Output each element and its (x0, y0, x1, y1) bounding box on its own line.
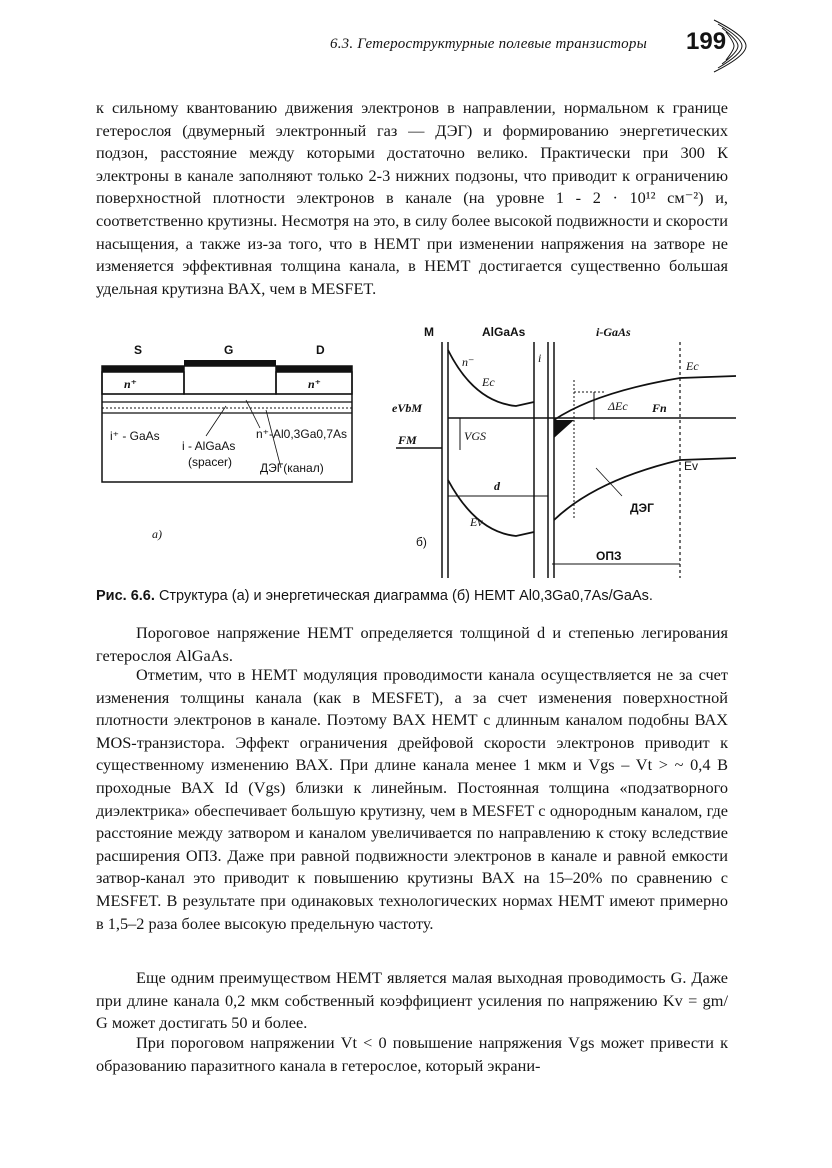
delta-ec-label: ΔEc (608, 399, 628, 413)
vgs-label: VGS (464, 429, 486, 443)
ec-right-label: Ec (686, 359, 699, 373)
i-spacer-label: i (538, 351, 542, 365)
evbm-label: eVbM (392, 401, 422, 415)
caption-text: Структура (а) и энергетическая диаграмма (б) НЕМТ Al0,3Ga0,7As/GaAs. (158, 588, 653, 604)
page-header (0, 0, 832, 80)
n-minus-label: n⁻ (462, 355, 475, 369)
ec-left-label: Ec (482, 375, 495, 389)
ev-left-label: Ev (470, 515, 483, 529)
page-number: 199 (686, 28, 727, 55)
d-label: d (494, 479, 500, 493)
page-number-ornament (712, 16, 752, 76)
drain-label: D (316, 343, 325, 357)
gate-label: G (224, 343, 234, 357)
i-gaas-band-label: i-GaAs (596, 325, 631, 339)
sublabel-a: а) (152, 527, 162, 541)
n-plus-left-label: n⁺ (124, 377, 138, 391)
i-algaas-label: i - AlGaAs (182, 439, 236, 453)
caption-label: Рис. 6.6. (96, 588, 155, 604)
paragraph-4: Еще одним преимуществом НЕМТ является малая выходная проводимость G. Даже при длине канала 0,2 мкм собственный коэффициент усиления по напряжению Kv = gm/ G может достигать 50 и более. (96, 968, 728, 1033)
ev-right-label: Ev (684, 459, 699, 473)
opz-label: ОПЗ (596, 549, 622, 563)
paragraph-2: Пороговое напряжение НЕМТ определяется толщиной d и степенью легирования гетерослоя AlGaAs. (96, 623, 728, 665)
n-plus-right-label: n⁺ (308, 377, 322, 391)
algaas-label: AlGaAs (482, 325, 526, 339)
running-head: 6.3. Гетероструктурные полевые транзисторы (330, 36, 647, 52)
n-algaas-label: n⁺-Al0,3Ga0,7As (256, 427, 348, 441)
paragraph-3: Отметим, что в НЕМТ модуляция проводимости канала осуществляется не за счет изменения толщины канала (как в MESFET), а за счет изменения поверхностной плотности электронов в канале. Поэтому ВАХ НЕМТ с длинным каналом подобны ВАХ MOS-транзистора. Эффект ограничения дрейфовой скорости электронов приводит к существенному изменению ВАХ. При длине канала менее 1 мкм и Vgs – Vt > ~ 0,4 В проходные ВАХ Id (Vgs) близки к линейным. Постоянная толщина «подзатворного диэлектрика» обеспечивает большую крутизну, чем в MESFET с однородным каналом, где расстояние между затвором и каналом увеличивается по направлению к стоку вследствие расширения ОПЗ. Даже при равной подвижности электронов в канале и равной емкости затвор-канал это приводит к повышению крутизны ВАХ на 15–20% по сравнению с MESFET. В результате при одинаковых технологических нормах НЕМТ имеют примерно в 1,5–2 раза более высокую предельную частоту. (96, 665, 728, 933)
paragraph-5: При пороговом напряжении Vt < 0 повышение напряжения Vgs может привести к образованию паразитного канала в гетерослое, который экрани- (96, 1033, 728, 1075)
i-gaas-label: i⁺ - GaAs (110, 429, 160, 443)
paragraph-1: к сильному квантованию движения электронов в направлении, нормальном к границе гетерослоя (двумерный электронный газ — ДЭГ) и формированию энергетических подзон, расстояние между которыми достаточно велико. Практически при 300 К электроны в канале заполняют только 2-3 нижних подзоны, что приводит к ограничению поверхностной плотности электронов в канале (на уровне 1 - 2 · 10¹² см⁻²) и, соответственно крутизны. Несмотря на это, в силу более высокой подвижности и скорости насыщения, а также из-за того, что в НЕМТ при изменении напряжения на затворе не изменяется эффективная толщина канала, в НЕМТ достигается существенно большая удельная крутизна ВАХ, чем в MESFET. (96, 98, 728, 298)
fn-label: Fn (652, 401, 667, 415)
metal-label: M (424, 325, 434, 339)
source-label: S (134, 343, 143, 357)
figure-6-6 (96, 320, 736, 582)
deg-channel-label: ДЭГ(канал) (260, 461, 324, 475)
fm-label: FM (398, 433, 417, 447)
figure-caption (96, 588, 728, 604)
spacer-label: (spacer) (188, 455, 233, 469)
band-diagram (392, 325, 736, 578)
sublabel-b: б) (416, 535, 427, 549)
structure-diagram (102, 343, 352, 541)
deg-label: ДЭГ (630, 501, 654, 515)
figure-svg (96, 320, 736, 582)
